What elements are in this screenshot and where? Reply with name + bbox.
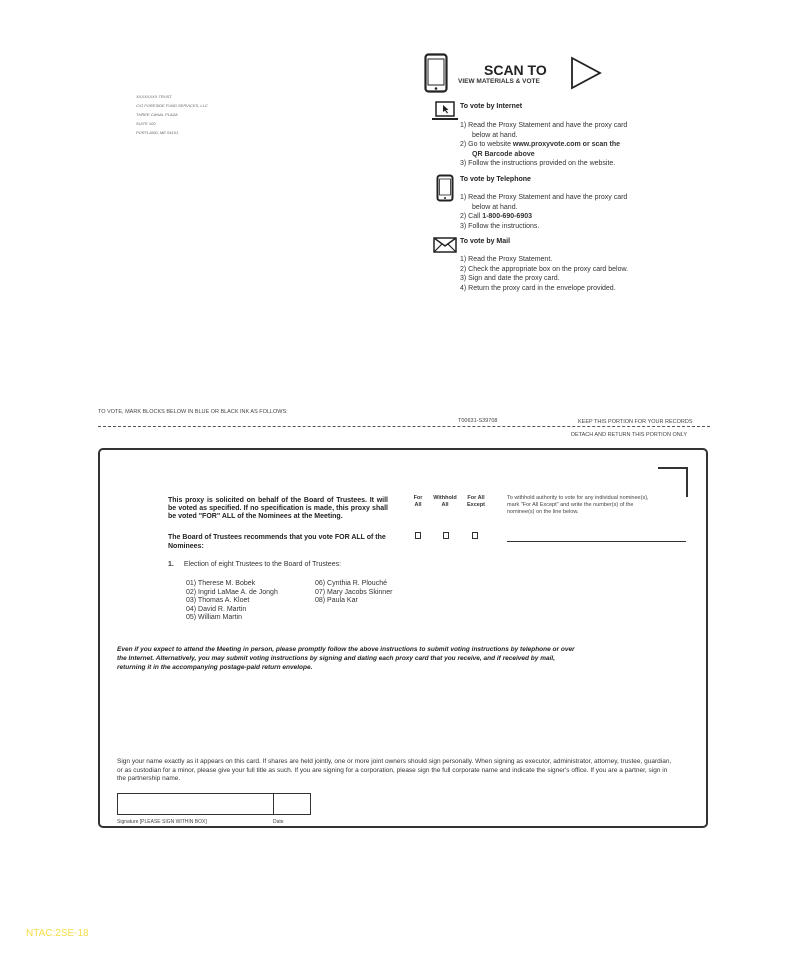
header-line: For All — [467, 495, 485, 501]
header-line: Except — [466, 502, 486, 508]
date-label: Date — [273, 819, 284, 825]
step-text — [460, 212, 627, 222]
play-arrow-icon — [570, 56, 602, 90]
header-line: For — [413, 495, 423, 501]
proxy-statement: This proxy is solicited on behalf of the Board of Trustees. It will be voted as specified. If no specification is made, this proxy shall be voted "FOR" ALL of the Nominees at the Meeting. — [168, 497, 388, 520]
scan-title: SCAN TO — [484, 62, 547, 78]
step-text: below at hand. — [472, 131, 518, 139]
signature-label: Signature [PLEASE SIGN WITHIN BOX] — [117, 819, 207, 825]
for-all-checkbox[interactable] — [415, 532, 421, 539]
telephone-steps — [460, 193, 627, 231]
website-link[interactable]: www.proxyvote.com or scan the — [512, 141, 621, 148]
internet-steps — [460, 121, 627, 169]
address-line: SUITE 100 — [136, 121, 156, 126]
header-line: All — [414, 502, 422, 508]
nominee: 04) David R. Martin — [186, 605, 247, 613]
nominee: 05) William Martin — [186, 614, 243, 621]
smartphone-icon — [424, 53, 448, 93]
step-text: 3) Follow the instructions provided on the website. — [460, 160, 616, 167]
signature-box[interactable] — [117, 793, 274, 815]
mail-steps — [460, 255, 628, 293]
meeting-note: Even if you expect to attend the Meeting in person, please promptly follow the above instructions to submit voting instructions by telephone or over the Internet. Alternatively, you may submit voting instructions by signing and dating each proxy card that you receive, and if received by mail, returning it in the accompanying postage-paid return envelope. — [117, 646, 575, 671]
step-text: 1) Read the Proxy Statement and have the proxy card — [460, 194, 628, 201]
address-line: THREE CANAL PLAZA — [136, 112, 178, 117]
nominee: 07) Mary Jacobs Skinner — [315, 588, 393, 596]
date-box[interactable] — [274, 793, 311, 815]
step-text — [460, 150, 627, 160]
for-all-except-checkbox[interactable] — [472, 532, 478, 539]
nominee-exception-line[interactable] — [507, 541, 686, 542]
step-text: 3) Follow the instructions. — [460, 222, 540, 230]
control-code: T00631-S39708 — [458, 418, 498, 424]
withhold-all-header — [428, 495, 462, 509]
nominee: 01) Therese M. Bobek — [186, 580, 256, 587]
withhold-all-checkbox[interactable] — [443, 532, 449, 539]
nominee: 08) Paula Kar — [315, 597, 358, 604]
mail-title: To vote by Mail — [460, 238, 511, 245]
address-line: PORTLAND, ME 04101 — [136, 130, 179, 135]
withhold-instruction: To withhold authority to vote for any individual nominee(s), mark "For All Except" and write the number(s) of the nominee(s) on the line below. — [507, 495, 649, 515]
step-text: 1) Read the Proxy Statement and have the proxy card — [460, 122, 628, 129]
detach-portion-label: DETACH AND RETURN THIS PORTION ONLY — [571, 432, 688, 438]
laptop-icon — [432, 101, 458, 121]
mark-instruction: TO VOTE, MARK BLOCKS BELOW IN BLUE OR BLACK INK AS FOLLOWS: — [98, 409, 288, 415]
item-number: 1. — [168, 561, 174, 568]
telephone-title: To vote by Telephone — [460, 176, 531, 183]
phone-number[interactable]: 1-800-690-6903 — [482, 213, 533, 220]
envelope-icon — [433, 237, 457, 253]
step-text: below at hand. — [472, 203, 518, 211]
for-all-except-header — [462, 495, 490, 509]
address-line: XXXXXXXX TRUST — [136, 94, 172, 99]
nominee: 02) Ingrid LaMae A. de Jongh — [186, 588, 278, 596]
election-item — [168, 561, 341, 568]
qr-text: QR Barcode above — [472, 150, 535, 158]
step-text: 3) Sign and date the proxy card. — [460, 275, 560, 282]
keep-portion-label: KEEP THIS PORTION FOR YOUR RECORDS — [578, 419, 693, 425]
nominee-list-right — [315, 580, 392, 606]
for-all-header — [410, 495, 426, 509]
address-line: C/O FORESIDE FUND SERVICES, LLC — [136, 103, 208, 108]
step-prefix: 2) Call — [460, 213, 483, 220]
header-line: Withhold — [433, 495, 457, 501]
scan-subtitle: VIEW MATERIALS & VOTE — [458, 78, 540, 85]
corner-mark — [658, 467, 688, 497]
step-text: 4) Return the proxy card in the envelope provided. — [460, 284, 616, 292]
return-address — [136, 92, 208, 137]
header-line: All — [441, 502, 449, 508]
signing-instructions: Sign your name exactly as it appears on this card. If shares are held jointly, one or more joint owners should sign personally. When signing as executor, administrator, attorney, trustee, guardian, or as custodian for a minor, please give your full title as such. If you are signing for a corporation, please sign the full corporate name and indicate the signer's office. If you are a partner, sign in the partnership name. — [117, 758, 672, 782]
step-text: 1) Read the Proxy Statement. — [460, 256, 553, 263]
nominee: 03) Thomas A. Kloet — [186, 597, 250, 604]
nominee: 06) Cynthia R. Plouché — [315, 580, 387, 587]
footer-code: NTAC:2SE-18 — [26, 928, 89, 939]
step-text: 2) Check the appropriate box on the proxy card below. — [460, 265, 629, 273]
telephone-icon — [436, 174, 454, 202]
internet-title: To vote by Internet — [460, 103, 523, 110]
nominee-list-left — [186, 580, 278, 623]
board-recommendation: The Board of Trustees recommends that you vote FOR ALL of the Nominees: — [168, 534, 386, 550]
step-text — [460, 140, 627, 150]
step-prefix: 2) Go to website — [460, 141, 513, 148]
item-text: Election of eight Trustees to the Board of Trustees: — [183, 561, 342, 568]
detach-line — [98, 426, 710, 427]
